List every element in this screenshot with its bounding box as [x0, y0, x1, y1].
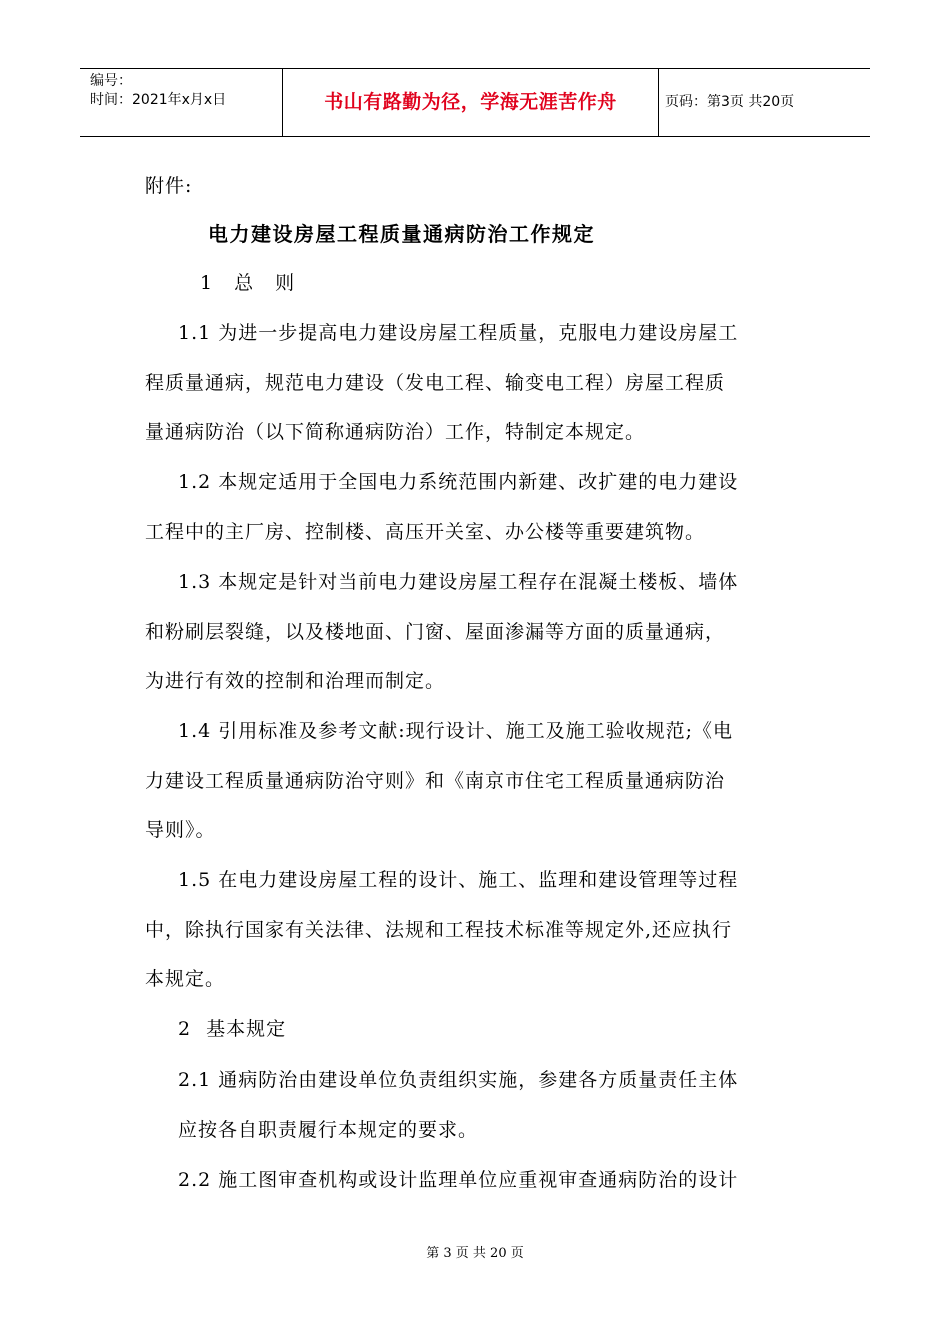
header-motto: 书山有路勤为径，学海无涯苦作舟	[324, 91, 617, 113]
paragraph-line: 量通病防治（以下简称通病防治）工作，特制定本规定。	[145, 421, 646, 443]
paragraph-line: 工程中的主厂房、控制楼、高压开关室、办公楼等重要建筑物。	[145, 521, 706, 543]
paragraph-line: 力建设工程质量通病防治守则》和《南京市住宅工程质量通病防治	[145, 770, 726, 792]
paragraph-line: 1.3 本规定是针对当前电力建设房屋工程存在混凝土楼板、墙体	[178, 571, 739, 593]
attachment-label: 附件:	[145, 175, 193, 197]
header-page-info: 页码：第3页 共20页	[665, 94, 795, 110]
serial-number-label: 编号：	[90, 73, 132, 89]
paragraph-line: 导则》。	[145, 819, 216, 841]
paragraph-line: 为进行有效的控制和治理而制定。	[145, 670, 446, 692]
paragraph-line: 1.2 本规定适用于全国电力系统范围内新建、改扩建的电力建设	[178, 471, 739, 493]
paragraph-line: 中，除执行国家有关法律、法规和工程技术标准等规定外,还应执行	[145, 919, 733, 941]
paragraph-line: 本规定。	[145, 968, 226, 990]
date-line: 时间：2021年x月x日	[90, 92, 227, 108]
paragraph-line: 1.1 为进一步提高电力建设房屋工程质量，克服电力建设房屋工	[178, 322, 739, 344]
section-heading: 2 基本规定	[178, 1018, 287, 1040]
page-footer: 第 3 页 共 20 页	[426, 1246, 524, 1261]
paragraph-line: 程质量通病，规范电力建设（发电工程、输变电工程）房屋工程质	[145, 372, 726, 394]
paragraph-line: 和粉刷层裂缝，以及楼地面、门窗、屋面渗漏等方面的质量通病，	[145, 621, 726, 643]
section-heading: 1 总 则	[200, 272, 303, 294]
paragraph-line: 1.5 在电力建设房屋工程的设计、施工、监理和建设管理等过程	[178, 869, 739, 891]
document-title: 电力建设房屋工程质量通病防治工作规定	[208, 222, 595, 246]
paragraph-line: 2.2 施工图审查机构或设计监理单位应重视审查通病防治的设计	[178, 1169, 739, 1191]
paragraph-line: 1.4 引用标准及参考文献:现行设计、施工及施工验收规范;《电	[178, 720, 734, 742]
paragraph-line: 2.1 通病防治由建设单位负责组织实施，参建各方质量责任主体	[178, 1069, 739, 1091]
paragraph-line: 应按各自职责履行本规定的要求。	[178, 1119, 479, 1141]
